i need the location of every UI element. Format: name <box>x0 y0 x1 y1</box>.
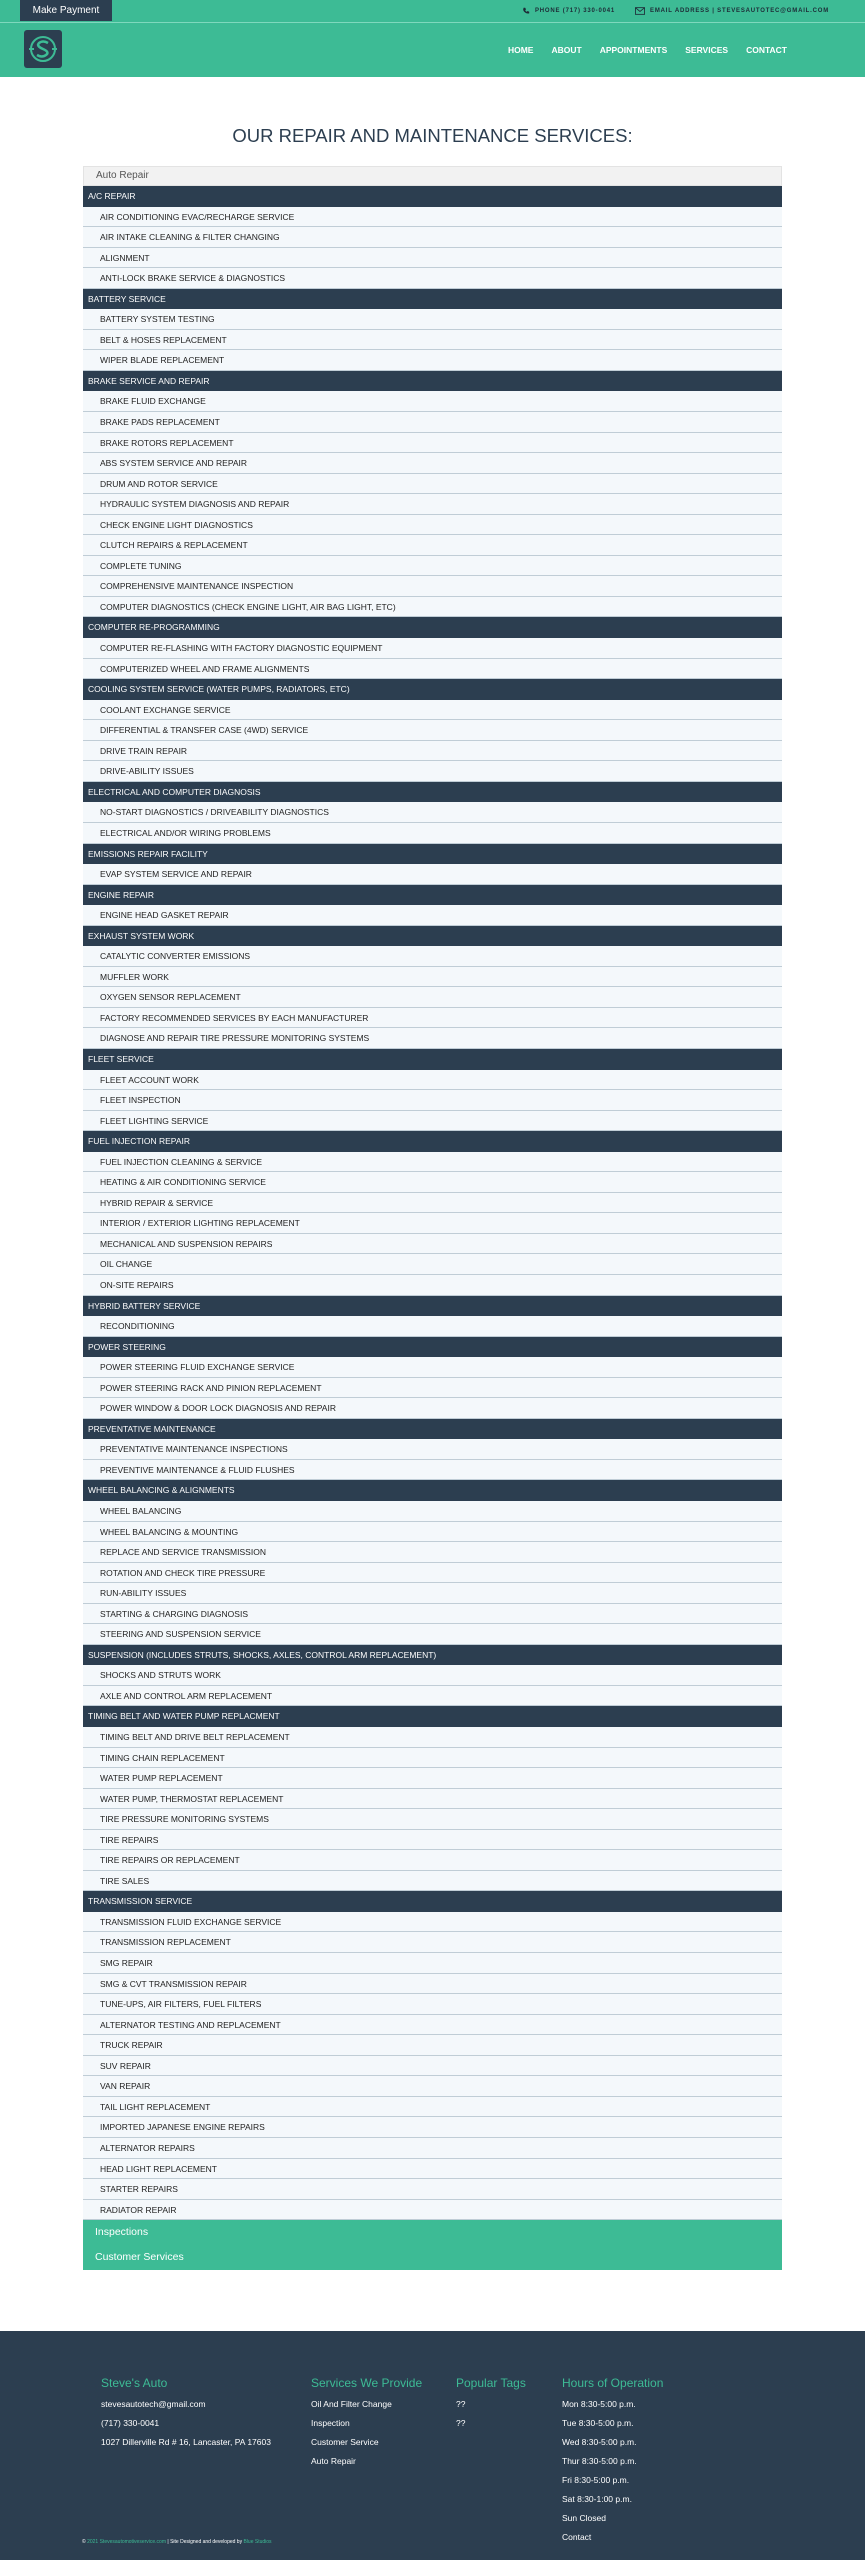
service-item[interactable]: BRAKE PADS REPLACEMENT <box>83 412 782 433</box>
logo-icon <box>24 30 62 68</box>
hours-line: Tue 8:30-5:00 p.m. <box>562 2418 634 2428</box>
service-item[interactable]: COMPUTERIZED WHEEL AND FRAME ALIGNMENTS <box>83 659 782 680</box>
service-item[interactable]: HYDRAULIC SYSTEM DIAGNOSIS AND REPAIR <box>83 494 782 515</box>
service-item[interactable]: WIPER BLADE REPLACEMENT <box>83 350 782 371</box>
service-category: BRAKE SERVICE AND REPAIR <box>83 371 782 392</box>
service-item[interactable]: REPLACE AND SERVICE TRANSMISSION <box>83 1542 782 1563</box>
service-item[interactable]: BRAKE ROTORS REPLACEMENT <box>83 433 782 454</box>
service-item[interactable]: ABS SYSTEM SERVICE AND REPAIR <box>83 453 782 474</box>
service-item[interactable]: SUV REPAIR <box>83 2056 782 2077</box>
service-item[interactable]: POWER STEERING FLUID EXCHANGE SERVICE <box>83 1357 782 1378</box>
nav-home[interactable]: HOME <box>507 45 534 55</box>
service-item[interactable]: ROTATION AND CHECK TIRE PRESSURE <box>83 1563 782 1584</box>
service-item[interactable]: HEAD LIGHT REPLACEMENT <box>83 2159 782 2180</box>
service-item[interactable]: HYBRID REPAIR & SERVICE <box>83 1193 782 1214</box>
service-item[interactable]: RECONDITIONING <box>83 1316 782 1337</box>
service-item[interactable]: BELT & HOSES REPLACEMENT <box>83 330 782 351</box>
service-item[interactable]: COMPREHENSIVE MAINTENANCE INSPECTION <box>83 576 782 597</box>
service-item[interactable]: ANTI-LOCK BRAKE SERVICE & DIAGNOSTICS <box>83 268 782 289</box>
service-item[interactable]: STARTER REPAIRS <box>83 2179 782 2200</box>
service-item[interactable]: PREVENTATIVE MAINTENANCE INSPECTIONS <box>83 1439 782 1460</box>
service-item[interactable]: COMPUTER DIAGNOSTICS (CHECK ENGINE LIGHT, AIR BAG LIGHT, ETC) <box>83 597 782 618</box>
services-accordion <box>83 166 782 2270</box>
hours-line: Sun Closed <box>562 2513 606 2523</box>
service-item[interactable]: WATER PUMP, THERMOSTAT REPLACEMENT <box>83 1789 782 1810</box>
footer-tags-column <box>456 2376 526 2437</box>
service-category: EMISSIONS REPAIR FACILITY <box>83 844 782 865</box>
service-item[interactable]: MECHANICAL AND SUSPENSION REPAIRS <box>83 1234 782 1255</box>
service-item[interactable]: SMG & CVT TRANSMISSION REPAIR <box>83 1974 782 1995</box>
envelope-icon <box>635 7 645 15</box>
service-item[interactable]: ENGINE HEAD GASKET REPAIR <box>83 905 782 926</box>
footer-heading: Services We Provide <box>311 2376 423 2390</box>
service-item[interactable]: SHOCKS AND STRUTS WORK <box>83 1665 782 1686</box>
service-item[interactable]: ALIGNMENT <box>83 248 782 269</box>
email-text: EMAIL ADDRESS | STEVESAUTOTEC@GMAIL.COM <box>650 7 829 14</box>
service-category: EXHAUST SYSTEM WORK <box>83 926 782 947</box>
service-item[interactable]: WHEEL BALANCING & MOUNTING <box>83 1522 782 1543</box>
service-item[interactable]: STEERING AND SUSPENSION SERVICE <box>83 1624 782 1645</box>
service-category: COMPUTER RE-PROGRAMMING <box>83 617 782 638</box>
service-item[interactable]: OIL CHANGE <box>83 1254 782 1275</box>
service-item[interactable]: MUFFLER WORK <box>83 967 782 988</box>
accordion-tab-customer-services[interactable]: Customer Services <box>83 2245 782 2270</box>
footer-email[interactable]: stevesautotech@gmail.com <box>101 2399 206 2409</box>
footer-services-column <box>311 2376 422 2475</box>
service-item[interactable]: HEATING & AIR CONDITIONING SERVICE <box>83 1172 782 1193</box>
service-category: COOLING SYSTEM SERVICE (WATER PUMPS, RADIATORS, ETC) <box>83 679 782 700</box>
service-item[interactable]: TIMING BELT AND DRIVE BELT REPLACEMENT <box>83 1727 782 1748</box>
service-item[interactable]: DRIVE-ABILITY ISSUES <box>83 761 782 782</box>
service-item[interactable]: DIFFERENTIAL & TRANSFER CASE (4WD) SERVICE <box>83 720 782 741</box>
service-item[interactable]: TRANSMISSION REPLACEMENT <box>83 1932 782 1953</box>
footer-heading: Hours of Operation <box>562 2376 664 2390</box>
service-item[interactable]: BATTERY SYSTEM TESTING <box>83 309 782 330</box>
footer-contact-column <box>101 2376 271 2456</box>
accordion-tab-auto-repair[interactable]: Auto Repair <box>83 166 782 186</box>
service-item[interactable]: COMPUTER RE-FLASHING WITH FACTORY DIAGNOSTIC EQUIPMENT <box>83 638 782 659</box>
service-item[interactable]: TRUCK REPAIR <box>83 2035 782 2056</box>
phone-text: PHONE (717) 330-0041 <box>534 7 616 14</box>
nav-about[interactable]: ABOUT <box>551 45 582 55</box>
service-item[interactable]: RUN-ABILITY ISSUES <box>83 1583 782 1604</box>
service-category: PREVENTATIVE MAINTENANCE <box>83 1419 782 1440</box>
nav-appointments[interactable]: APPOINTMENTS <box>599 45 668 55</box>
hours-line: Mon 8:30-5:00 p.m. <box>562 2399 636 2409</box>
credit-company-link[interactable]: Blue Studios <box>243 2539 272 2545</box>
service-item[interactable]: EVAP SYSTEM SERVICE AND REPAIR <box>83 864 782 885</box>
service-category: ELECTRICAL AND COMPUTER DIAGNOSIS <box>83 782 782 803</box>
services-list <box>83 186 782 2220</box>
footer-hours-column <box>562 2376 663 2551</box>
footer-address: 1027 Dillerville Rd # 16, Lancaster, PA 17603 <box>101 2437 271 2447</box>
service-item[interactable]: INTERIOR / EXTERIOR LIGHTING REPLACEMENT <box>83 1213 782 1234</box>
service-item[interactable]: TIRE SALES <box>83 1871 782 1892</box>
service-item[interactable]: DRUM AND ROTOR SERVICE <box>83 474 782 495</box>
service-item[interactable]: TRANSMISSION FLUID EXCHANGE SERVICE <box>83 1912 782 1933</box>
contact-info <box>522 0 829 21</box>
service-item[interactable]: TUNE-UPS, AIR FILTERS, FUEL FILTERS <box>83 1994 782 2015</box>
service-item[interactable]: ALTERNATOR TESTING AND REPLACEMENT <box>83 2015 782 2036</box>
service-item[interactable]: OXYGEN SENSOR REPLACEMENT <box>83 987 782 1008</box>
hours-line: Sat 8:30-1:00 p.m. <box>562 2494 632 2504</box>
service-item[interactable]: FLEET INSPECTION <box>83 1090 782 1111</box>
service-item[interactable]: FACTORY RECOMMENDED SERVICES BY EACH MANUFACTURER <box>83 1008 782 1029</box>
page-title: OUR REPAIR AND MAINTENANCE SERVICES: <box>232 125 633 146</box>
service-item[interactable]: COMPLETE TUNING <box>83 556 782 577</box>
nav-contact[interactable]: CONTACT <box>746 45 787 55</box>
service-category: POWER STEERING <box>83 1337 782 1358</box>
footer-credit: © 2021 Stevesautomotiveservice.com | Site Designed and developed by Blue Studios <box>82 2539 272 2545</box>
service-item[interactable]: ON-SITE REPAIRS <box>83 1275 782 1296</box>
service-item[interactable]: CHECK ENGINE LIGHT DIAGNOSTICS <box>83 515 782 536</box>
service-item[interactable]: COOLANT EXCHANGE SERVICE <box>83 700 782 721</box>
service-item[interactable]: RADIATOR REPAIR <box>83 2200 782 2221</box>
service-category: WHEEL BALANCING & ALIGNMENTS <box>83 1480 782 1501</box>
service-item[interactable]: TIMING CHAIN REPLACEMENT <box>83 1748 782 1769</box>
service-category: FUEL INJECTION REPAIR <box>83 1131 782 1152</box>
service-item[interactable]: AIR INTAKE CLEANING & FILTER CHANGING <box>83 227 782 248</box>
service-category: BATTERY SERVICE <box>83 289 782 310</box>
service-item[interactable]: POWER STEERING RACK AND PINION REPLACEMENT <box>83 1378 782 1399</box>
service-item[interactable]: CLUTCH REPAIRS & REPLACEMENT <box>83 535 782 556</box>
service-item[interactable]: BRAKE FLUID EXCHANGE <box>83 391 782 412</box>
service-item[interactable]: IMPORTED JAPANESE ENGINE REPAIRS <box>83 2117 782 2138</box>
service-item[interactable]: WHEEL BALANCING <box>83 1501 782 1522</box>
footer-heading: Popular Tags <box>456 2376 526 2390</box>
footer-tag[interactable]: ?? <box>456 2418 466 2428</box>
service-item[interactable]: AIR CONDITIONING EVAC/RECHARGE SERVICE <box>83 207 782 228</box>
site-footer <box>0 2331 865 2560</box>
footer-link[interactable]: Inspection <box>311 2418 350 2428</box>
service-item[interactable]: PREVENTIVE MAINTENANCE & FLUID FLUSHES <box>83 1460 782 1481</box>
service-item[interactable]: NO-START DIAGNOSTICS / DRIVEABILITY DIAGNOSTICS <box>83 802 782 823</box>
phone-contact[interactable] <box>522 7 615 15</box>
service-item[interactable]: POWER WINDOW & DOOR LOCK DIAGNOSIS AND REPAIR <box>83 1398 782 1419</box>
service-category: HYBRID BATTERY SERVICE <box>83 1296 782 1317</box>
make-payment-button[interactable]: Make Payment <box>20 0 112 21</box>
service-item[interactable]: TAIL LIGHT REPLACEMENT <box>83 2097 782 2118</box>
service-item[interactable]: AXLE AND CONTROL ARM REPLACEMENT <box>83 1686 782 1707</box>
footer-phone[interactable]: (717) 330-0041 <box>101 2418 160 2428</box>
footer-link[interactable]: Customer Service <box>311 2437 379 2447</box>
nav-services[interactable]: SERVICES <box>685 45 729 55</box>
service-item[interactable]: TIRE PRESSURE MONITORING SYSTEMS <box>83 1809 782 1830</box>
service-item[interactable]: STARTING & CHARGING DIAGNOSIS <box>83 1604 782 1625</box>
phone-icon <box>522 7 530 15</box>
service-category: FLEET SERVICE <box>83 1049 782 1070</box>
service-item[interactable]: WATER PUMP REPLACEMENT <box>83 1768 782 1789</box>
service-item[interactable]: DIAGNOSE AND REPAIR TIRE PRESSURE MONITORING SYSTEMS <box>83 1028 782 1049</box>
service-item[interactable]: DRIVE TRAIN REPAIR <box>83 741 782 762</box>
service-item[interactable]: ELECTRICAL AND/OR WIRING PROBLEMS <box>83 823 782 844</box>
email-contact[interactable] <box>635 7 829 15</box>
service-item[interactable]: ALTERNATOR REPAIRS <box>83 2138 782 2159</box>
service-item[interactable]: FLEET ACCOUNT WORK <box>83 1070 782 1091</box>
footer-contact-link[interactable]: Contact <box>562 2532 592 2542</box>
accordion-tab-inspections[interactable]: Inspections <box>83 2220 782 2245</box>
credit-text: | Site Designed and developed by <box>167 2539 243 2545</box>
footer-tag[interactable]: ?? <box>456 2399 466 2409</box>
service-category: ENGINE REPAIR <box>83 885 782 906</box>
hours-line: Fri 8:30-5:00 p.m. <box>562 2475 630 2485</box>
logo[interactable] <box>24 30 62 68</box>
service-item[interactable]: SMG REPAIR <box>83 1953 782 1974</box>
credit-site-link[interactable]: 2021 Stevesautomotiveservice.com <box>87 2539 167 2545</box>
main-nav <box>508 23 787 77</box>
footer-link[interactable]: Auto Repair <box>311 2456 356 2466</box>
service-category: TIMING BELT AND WATER PUMP REPLACMENT <box>83 1706 782 1727</box>
footer-link[interactable]: Oil And Filter Change <box>311 2399 392 2409</box>
service-item[interactable]: CATALYTIC CONVERTER EMISSIONS <box>83 946 782 967</box>
service-item[interactable]: VAN REPAIR <box>83 2076 782 2097</box>
service-item[interactable]: TIRE REPAIRS OR REPLACEMENT <box>83 1850 782 1871</box>
service-item[interactable]: FUEL INJECTION CLEANING & SERVICE <box>83 1152 782 1173</box>
top-bar <box>0 0 865 22</box>
footer-heading: Steve's Auto <box>101 2376 168 2390</box>
service-category: A/C REPAIR <box>83 186 782 207</box>
service-item[interactable]: TIRE REPAIRS <box>83 1830 782 1851</box>
site-header <box>0 23 865 77</box>
service-category: SUSPENSION (INCLUDES STRUTS, SHOCKS, AXLES, CONTROL ARM REPLACEMENT) <box>83 1645 782 1666</box>
service-item[interactable]: FLEET LIGHTING SERVICE <box>83 1111 782 1132</box>
hours-line: Thur 8:30-5:00 p.m. <box>562 2456 637 2466</box>
service-category: TRANSMISSION SERVICE <box>83 1891 782 1912</box>
hours-line: Wed 8:30-5:00 p.m. <box>562 2437 637 2447</box>
